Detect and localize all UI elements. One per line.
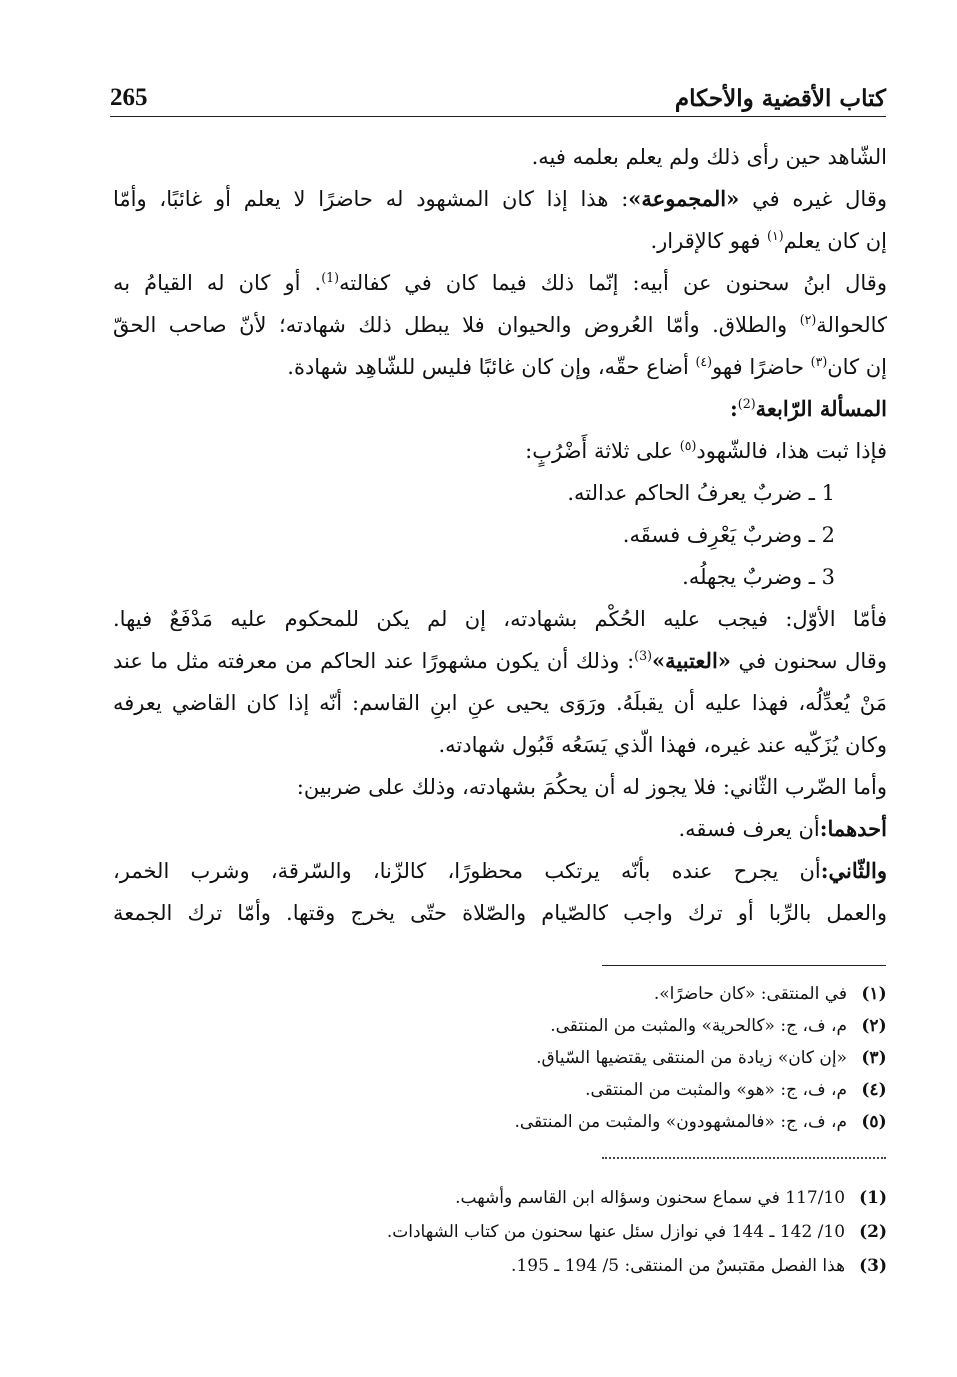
footnote-variant-1: (١) في المنتقى: «كان حاضرًا». [653,984,887,1004]
footnote-ref: (2) [737,396,756,411]
text-line-13: وقال سحنون في «العتبية»$^{(3)}$: وذلك أن يكون مشهورًا عند الحاكم من معرفته مثل ما عند [113,648,887,673]
footnote-source-1: (1) 117/10 في سماع سحنون وسؤاله ابن القاسم وأشهب. [455,1188,887,1208]
page-header [110,78,886,112]
text-line-16: وأما الضّرب الثّاني: فلا يجوز له أن يحكُمَ بشهادته، وذلك على ضربين: [296,775,887,799]
title-reference: «العتبية» [652,648,731,673]
footnote-source-2: (2) 10/ 142 ـ 144 في نوازل سئل عنها سحنون من كتاب الشهادات. [386,1222,887,1242]
footnote-ref: (٥) [679,438,697,453]
text-line-4: وقال ابنُ سحنون عن أبيه: إنّما ذلك فيما كان في كفالته$^{(1)}$. أو كان له القيامُ به [113,270,887,295]
list-item-2: 2 ـ وضربٌ يَعْرِف فسقَه. [622,523,835,547]
footnote-variant-5: (٥) م، ف، ج: «فالمشهودون» والمثبت من المنتقى. [514,1112,887,1132]
footnote-variant-4: (٤) م، ف، ج: «هو» والمثبت من المنتقى. [585,1080,887,1100]
text-line-19: والعمل بالرِّبا أو ترك واجب كالصّيام والصّلاة حتّى يخرج وقتها. وأمّا ترك الجمعة [113,901,887,925]
footnote-ref: (٤) [695,354,713,369]
text-line-12: فأمّا الأوّل: فيجب عليه الحُكْم بشهادته، إن لم يكن للمحكوم عليه مَدْفَعٌ فيها. [113,607,887,631]
footnote-variant-3: (٣) «إن كان» زيادة من المنتقى يقتضيها السّياق. [536,1048,887,1068]
text-line-17: أحدهما:أن يعرف فسقه. [678,816,887,841]
running-title: كتاب الأقضية والأحكام [674,85,886,112]
footnote-dotted-separator [602,1157,886,1159]
section-heading: المسألة الرّابعة$^{(2)}$: [730,396,887,421]
footnote-source-3: (3) هذا الفصل مقتبسٌ من المنتقى: 5/ 194 ـ 195. [511,1256,887,1276]
text-line-15: وكان يُزَكّيه عند غيره، فهذا الّذي يَسَعُه قَبُول شهادته. [438,733,887,757]
page-number: 265 [110,84,148,111]
header-rule [110,116,886,117]
footnote-ref: (١) [767,228,784,243]
footnote-ref: (٢) [799,312,817,327]
text-line-1: الشّاهد حين رأى ذلك ولم يعلم بعلمه فيه. [531,145,887,169]
text-line-18: والثّاني:أن يجرح عنده بأنّه يرتكب محظورًا، كالزّنا، والسّرقة، وشرب الخمر، [113,858,887,883]
footnote-variant-2: (٢) م، ف، ج: «كالحرية» والمثبت من المنتقى. [550,1016,887,1036]
title-reference: «المجموعة» [628,186,740,211]
text-line-5: كالحوالة$^{(٢)}$ والطلاق. وأمّا العُروض والحيوان فلا يبطل ذلك شهادته؛ لأنّ صاحب الحقّ [113,312,887,337]
footnote-ref: (٣) [810,354,828,369]
list-item-3: 3 ـ وضربٌ يجهلُه. [682,565,835,589]
text-line-6: إن كان$^{(٣)}$ حاضرًا فهو$^{(٤)}$ أضاع حقّه، وإن كان غائبًا فليس للشّاهِد شهادة. [287,354,887,379]
footnote-ref: (3) [634,648,653,663]
list-item-1: 1 ـ ضربٌ يعرفُ الحاكم عدالته. [567,481,835,505]
text-line-8: فإذا ثبت هذا، فالشّهود$^{(٥)}$ على ثلاثة أَضْرُبٍ: [525,438,887,463]
footnote-ref: (1) [321,270,340,285]
footnote-separator [602,965,886,966]
text-line-2: وقال غيره في «المجموعة»: هذا إذا كان المشهود له حاضرًا لا يعلم أو غائبًا، وأمّا [113,186,887,211]
text-line-14: مَنْ يُعدِّلُه، فهذا عليه أن يقبلَهُ. ورَوَى يحيى عنِ ابنِ القاسم: أنّه إذا كان القاضي يعرفه [113,691,887,715]
text-line-3: إن كان يعلم$^{(١)}$ فهو كالإقرار. [650,228,887,253]
